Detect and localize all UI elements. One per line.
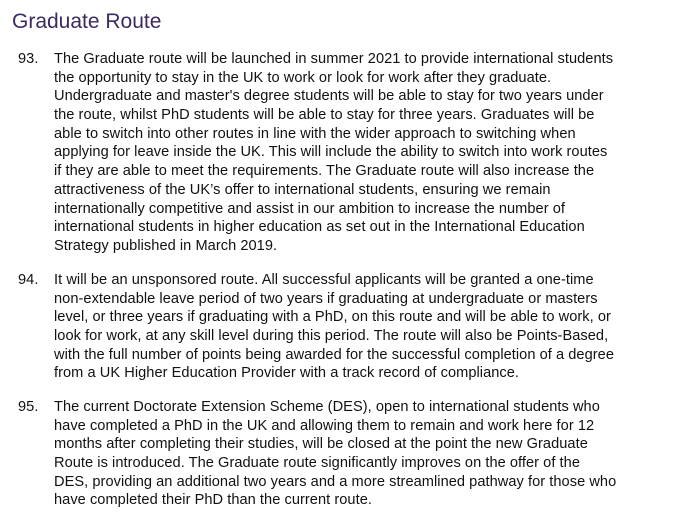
text-line: internationally competitive and assist in our ambition to increase the number of [54, 200, 565, 217]
text-line: The Graduate route will be launched in summer 2021 to provide international students [54, 51, 614, 67]
text-line: with the full number of points being awarded for the successful completion of a degree [54, 346, 614, 363]
paragraph-body [54, 398, 680, 510]
paragraph-number: 95. [18, 399, 39, 415]
paragraph-body [54, 271, 680, 383]
text-line: the opportunity to stay in the UK to work or look for work after they graduate. [54, 69, 552, 86]
text-line: able to switch into other routes in line with the wider approach to switching when [54, 125, 576, 142]
paragraph-number: 93. [18, 51, 39, 67]
text-line: non-extendable leave period of two years if graduating at undergraduate or masters [54, 290, 598, 307]
text-line: It will be an unsponsored route. All successful applicants will be granted a one-time [54, 272, 594, 288]
text-line: Undergraduate and master's degree students will be able to stay for two years under [54, 88, 604, 105]
text-line: level, or three years if graduating with a PhD, on this route and will be able to work, or [54, 309, 611, 326]
text-line: Route is introduced. The Graduate route significantly improves on the offer of the [54, 455, 580, 472]
paragraph-body [54, 50, 680, 256]
text-line: have completed a PhD in the UK and allowing them to remain and work here for 12 [54, 417, 595, 434]
text-line: applying for leave inside the UK. This will include the ability to switch into work routes [54, 144, 608, 161]
text-line: from a UK Higher Education Provider with a track record of compliance. [54, 365, 520, 382]
text-line: look for work, at any skill level during this period. The route will also be Points-Based, [54, 328, 609, 345]
text-line: international students in higher education as set out in the International Education [54, 219, 585, 236]
text-line: if they are able to meet the requirements. The Graduate route will also increase the [54, 163, 595, 180]
text-line: have completed their PhD than the current route. [54, 492, 372, 509]
text-line: DES, providing an additional two years and a more streamlined pathway for those who [54, 473, 617, 490]
text-line: The current Doctorate Extension Scheme (DES), open to international students who [54, 399, 600, 415]
text-line: months after completing their studies, will be closed at the point the new Graduate [54, 436, 588, 453]
section-heading: Graduate Route [12, 10, 162, 33]
text-line: attractiveness of the UK’s offer to international students, ensuring we remain [54, 181, 551, 198]
paragraph-number: 94. [18, 272, 39, 288]
text-line: Strategy published in March 2019. [54, 237, 278, 254]
text-line: the route, whilst PhD students will be able to stay for three years. Graduates will be [54, 107, 595, 124]
